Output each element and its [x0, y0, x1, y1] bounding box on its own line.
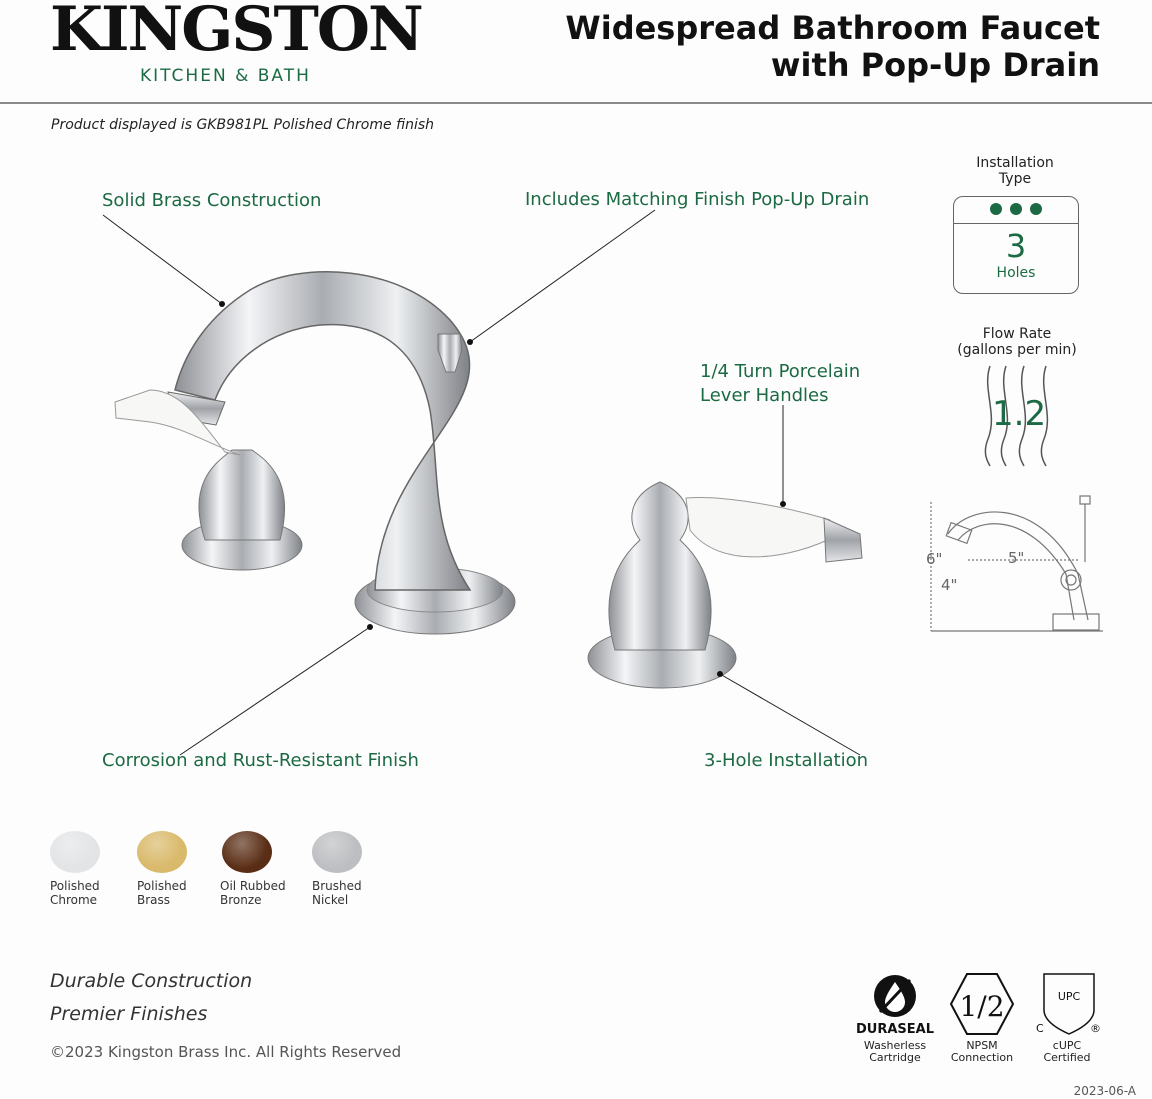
finish-swatch	[222, 831, 272, 873]
callout-dot	[467, 339, 473, 345]
callout-corrosion: Corrosion and Rust-Resistant Finish	[102, 750, 419, 771]
npsm-hexagon-icon	[945, 972, 1019, 1036]
callout-lever-handles-line2: Lever Handles	[700, 385, 829, 406]
finish-option[interactable]	[50, 831, 100, 907]
copyright-icon: ©	[50, 1043, 65, 1061]
callout-dot	[780, 501, 786, 507]
svg-text:®: ®	[1090, 1022, 1101, 1035]
callout-pop-up-drain: Includes Matching Finish Pop-Up Drain	[525, 189, 870, 210]
title-line-2: with Pop-Up Drain	[770, 46, 1100, 84]
cert-cupc	[1032, 972, 1102, 1064]
flow-rate-label	[950, 326, 1084, 358]
dimension-spout-reach: 5"	[1008, 549, 1025, 567]
brand-tagline: KITCHEN & BATH	[140, 66, 311, 86]
dimension-spout-height: 4"	[941, 576, 958, 594]
cert-label: cUPC Certified	[1043, 1039, 1091, 1064]
flow-rate-value: 1.2	[992, 394, 1047, 434]
callout-dot	[367, 624, 373, 630]
finish-swatch	[312, 831, 362, 873]
page-title	[565, 10, 1100, 84]
hole-dot-icon	[990, 203, 1002, 215]
finish-label: Polished Brass	[137, 879, 187, 907]
svg-text:UPC: UPC	[1057, 990, 1081, 1003]
hole-dot-icon	[1010, 203, 1022, 215]
callout-dot	[717, 671, 723, 677]
brand-logo: KINGSTON	[50, 0, 422, 65]
finish-label: Brushed Nickel	[312, 879, 362, 907]
right-lever-cap	[824, 518, 862, 562]
installation-type-label	[955, 155, 1075, 187]
hole-dot-icon	[1030, 203, 1042, 215]
callout-three-hole: 3-Hole Installation	[704, 750, 868, 771]
cert-duraseal	[855, 972, 935, 1064]
finish-swatch	[137, 831, 187, 873]
cert-npsm	[945, 972, 1019, 1064]
installation-holes-box	[953, 196, 1079, 294]
document-code: 2023-06-A	[1073, 1084, 1136, 1098]
left-porcelain-lever	[115, 390, 240, 455]
header-divider	[0, 102, 1152, 104]
cert-label: Washerless Cartridge	[863, 1039, 927, 1064]
callout-lever-handles-line1: 1/4 Turn Porcelain	[700, 361, 861, 382]
finish-label: Polished Chrome	[50, 879, 100, 907]
installation-label-line1: Installation	[976, 155, 1054, 171]
installation-label-line2: Type	[998, 171, 1032, 187]
callout-lever-handles	[700, 360, 860, 408]
finish-swatch	[50, 831, 100, 873]
title-line-1: Widespread Bathroom Faucet	[565, 9, 1100, 47]
dimension-height: 6"	[926, 550, 943, 568]
holes-count: 3	[1005, 227, 1027, 265]
callout-solid-brass: Solid Brass Construction	[102, 190, 322, 211]
tagline-finishes: Premier Finishes	[50, 1003, 208, 1025]
duraseal-drop-icon	[855, 972, 935, 1037]
svg-text:C: C	[1036, 1022, 1044, 1035]
product-note: Product displayed is GKB981PL Polished Chrome finish	[51, 117, 435, 133]
cupc-shield-icon	[1032, 972, 1102, 1036]
flow-rate-label-line2: (gallons per min)	[957, 342, 1077, 358]
svg-text:DURASEAL: DURASEAL	[855, 1022, 935, 1037]
flow-rate-label-line1: Flow Rate	[982, 326, 1052, 342]
cert-label: NPSM Connection	[950, 1039, 1014, 1064]
tagline-durable: Durable Construction	[50, 970, 253, 992]
holes-unit: Holes	[996, 265, 1036, 281]
svg-text:1/2: 1/2	[959, 990, 1005, 1023]
callout-dot	[219, 301, 225, 307]
finish-label: Oil Rubbed Bronze	[220, 879, 286, 907]
finish-option[interactable]	[312, 831, 362, 907]
finish-option[interactable]	[222, 831, 286, 907]
copyright: ©2023 Kingston Brass Inc. All Rights Reserved	[50, 1043, 402, 1061]
faucet-illustration	[0, 150, 900, 710]
left-handle-body	[199, 450, 285, 540]
right-porcelain-lever	[686, 497, 838, 556]
finish-option[interactable]	[137, 831, 187, 907]
